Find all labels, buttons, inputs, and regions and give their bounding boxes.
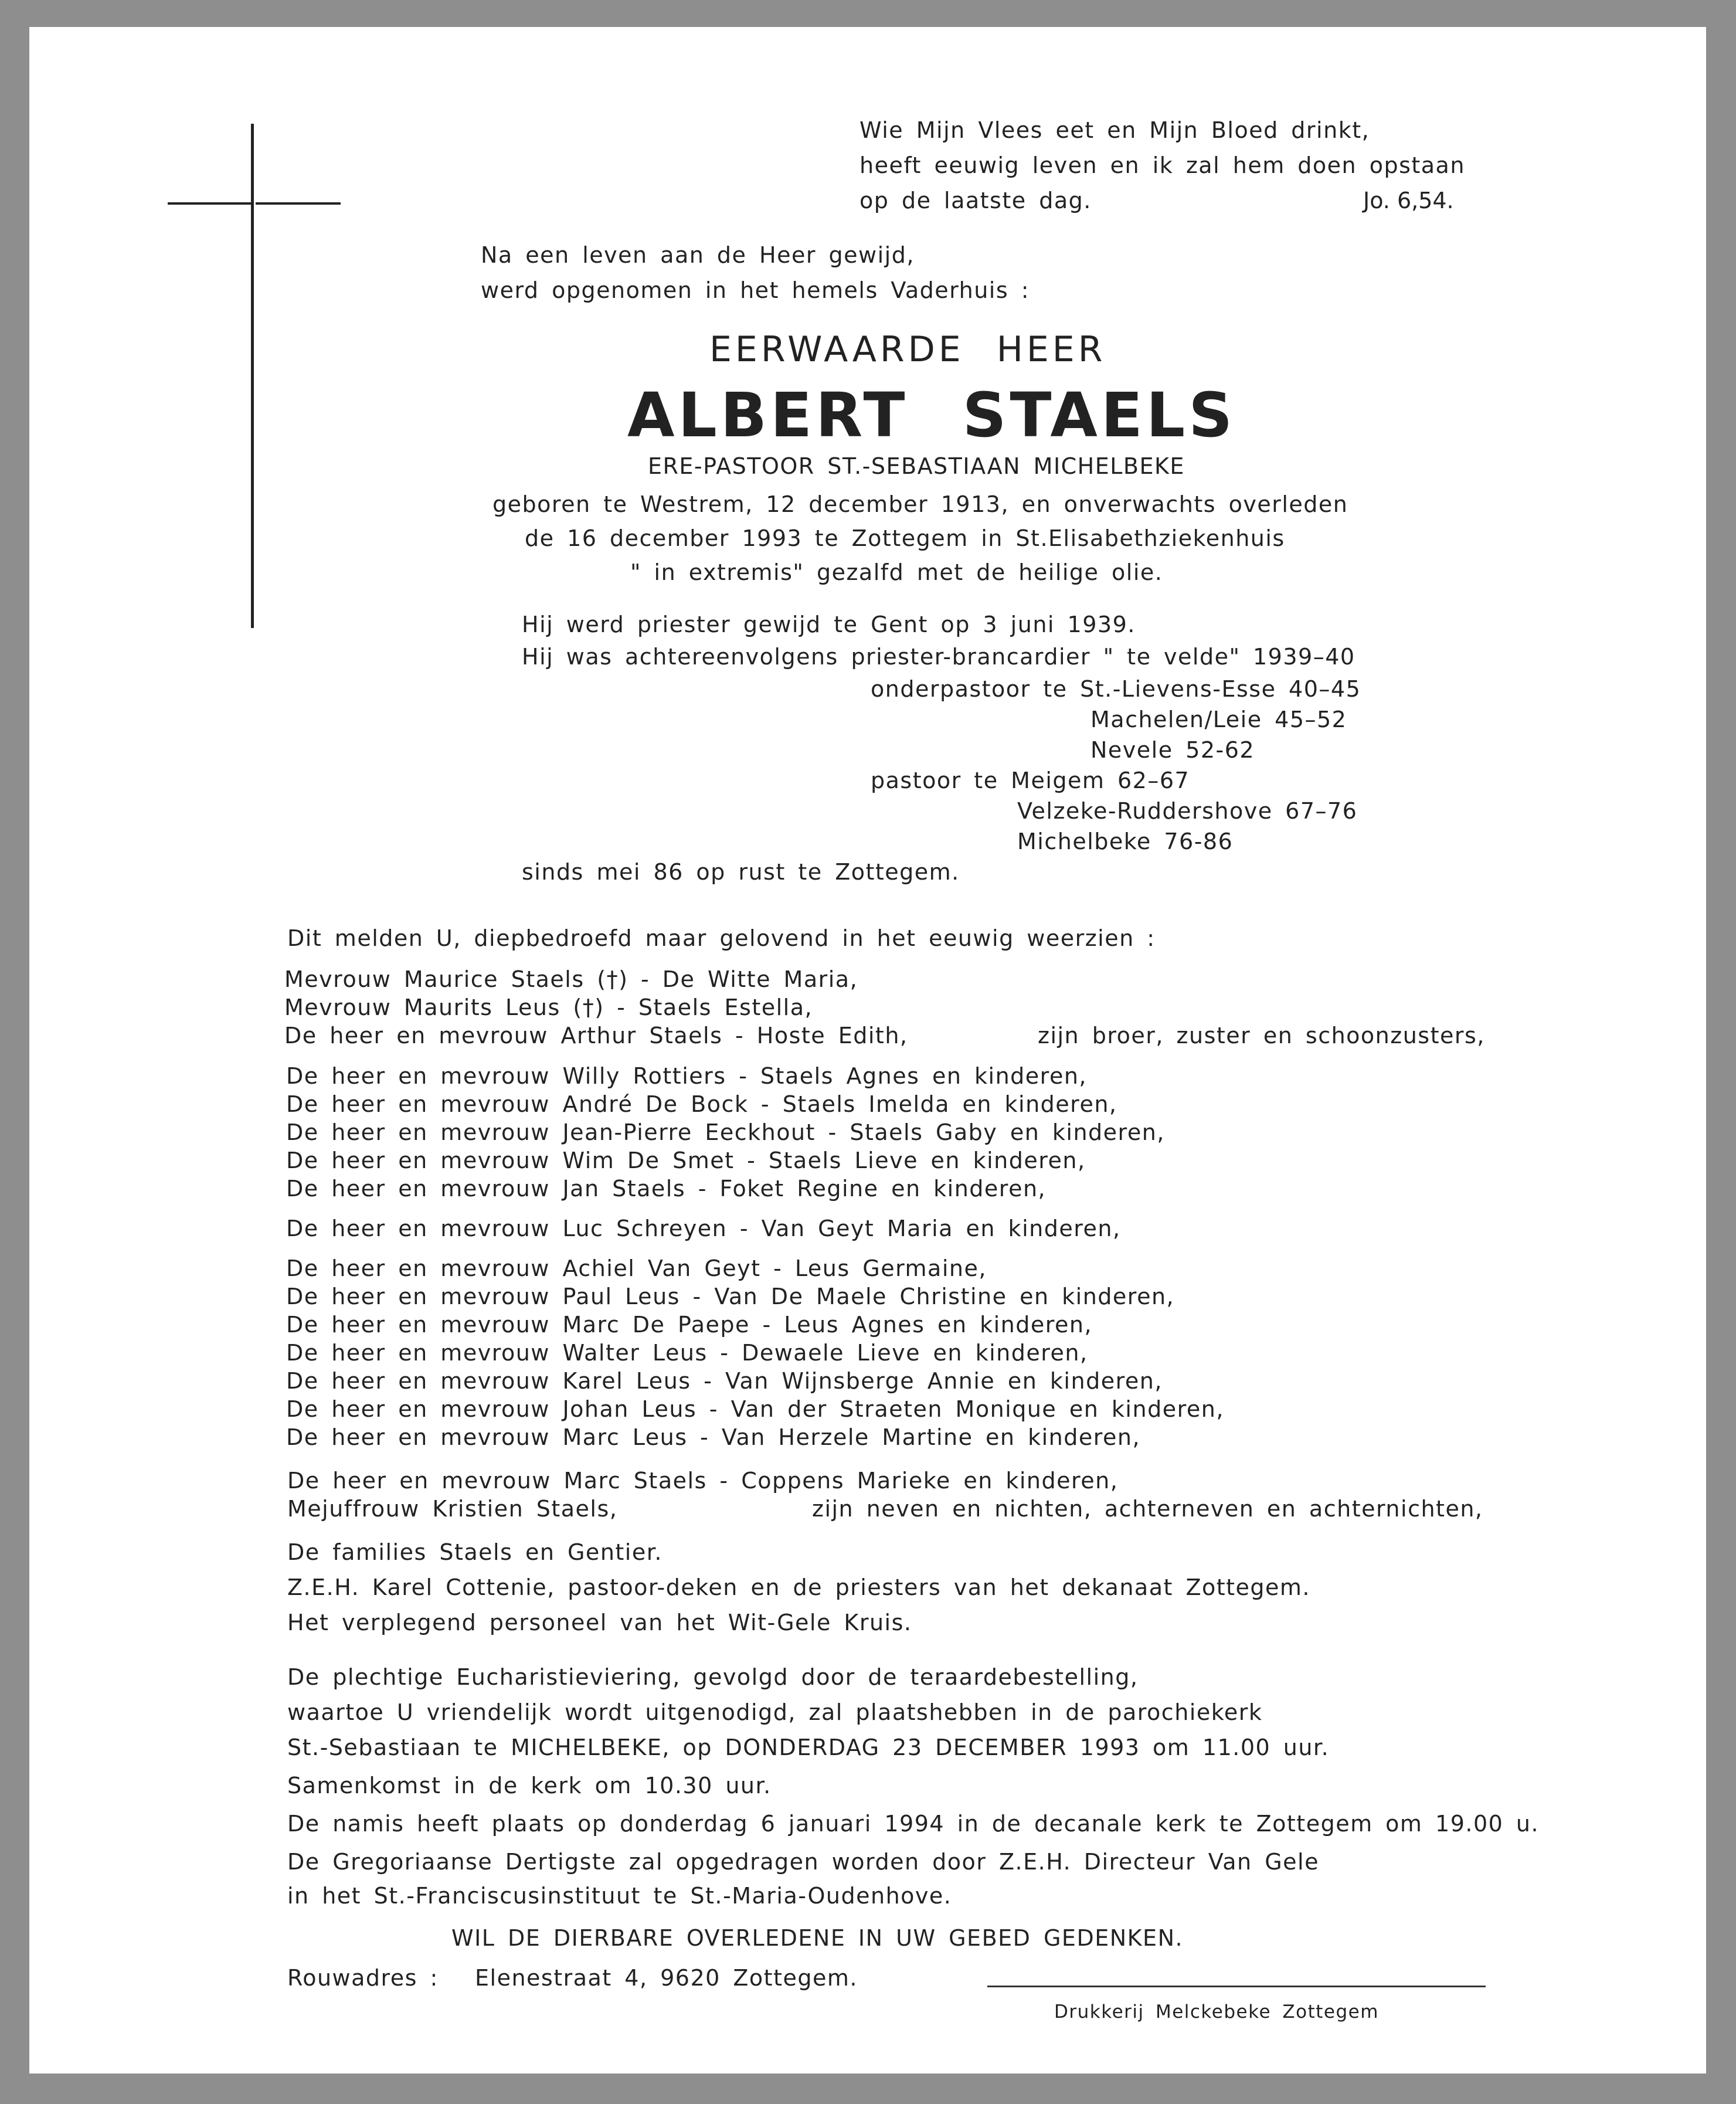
career-sub-3: Nevele 52-62 [1090,737,1255,763]
family-line: De heer en mevrouw Walter Leus - Dewaele Lieve en kinderen, [286,1340,1088,1366]
heading-title: EERWAARDE HEER [709,329,1106,370]
quote-line-3: op de laatste dag. [859,188,1092,213]
family-line: De heer en mevrouw Karel Leus - Van Wijnsberge Annie en kinderen, [286,1368,1163,1394]
bio-line-3: " in extremis" gezalfd met de heilige olie. [630,559,1163,585]
address-value: Elenestraat 4, 9620 Zottegem. [475,1965,858,1991]
quote-line-1: Wie Mijn Vlees eet en Mijn Bloed drinkt, [859,117,1370,143]
families-line: De families Staels en Gentier. [287,1539,663,1565]
family-line: De heer en mevrouw André De Bock - Staels Imelda en kinderen, [286,1091,1117,1117]
quote-reference: Jo. 6,54. [1363,188,1454,213]
address-label: Rouwadres : [287,1965,439,1991]
family-line: De heer en mevrouw Marc De Paepe - Leus Agnes en kinderen, [286,1312,1093,1338]
career-sub-2: Machelen/Leie 45–52 [1090,707,1347,732]
career-pastor-3: Michelbeke 76-86 [1017,829,1234,854]
deceased-role: ERE-PASTOOR ST.-SEBASTIAAN MICHELBEKE [648,453,1185,479]
deceased-name: ALBERT STAELS [627,379,1236,451]
family-relation: zijn neven en nichten, achterneven en achternichten, [812,1496,1483,1522]
printer-credit: Drukkerij Melckebeke Zottegem [1054,2001,1379,2022]
family-line: Mevrouw Maurits Leus (†) - Staels Estella, [284,995,813,1020]
ceremony-gathering: Samenkomst in de kerk om 10.30 uur. [287,1773,772,1798]
announcement: Dit melden U, diepbedroefd maar gelovend in het eeuwig weerzien : [287,925,1156,951]
family-line: De heer en mevrouw Willy Rottiers - Staels Agnes en kinderen, [286,1063,1088,1089]
career-rest: sinds mei 86 op rust te Zottegem. [522,859,960,885]
ceremony-thirty-2: in het St.-Franciscusinstituut te St.-Maria-Oudenhove. [287,1883,952,1909]
ceremony-line-1: De plechtige Eucharistieviering, gevolgd door de teraardebestelling, [287,1664,1139,1690]
dean-line: Z.E.H. Karel Cottenie, pastoor-deken en de priesters van het dekanaat Zottegem. [287,1574,1311,1600]
ceremony-month-mass: De namis heeft plaats op donderdag 6 januari 1994 in de decanale kerk te Zottegem om 19.00 u. [287,1811,1540,1837]
family-line: De heer en mevrouw Marc Leus - Van Herzele Martine en kinderen, [286,1424,1141,1450]
family-line: De heer en mevrouw Paul Leus - Van De Maele Christine en kinderen, [286,1284,1175,1309]
family-line: Mevrouw Maurice Staels (†) - De Witte Maria, [284,966,858,992]
bio-line-2: de 16 december 1993 te Zottegem in St.Elisabethziekenhuis [525,525,1285,551]
career-pastor-2: Velzeke-Ruddershove 67–76 [1017,798,1358,824]
career-ordained: Hij werd priester gewijd te Gent op 3 juni 1939. [522,612,1136,637]
family-line: De heer en mevrouw Luc Schreyen - Van Geyt Maria en kinderen, [286,1216,1121,1241]
career-pastor-1: pastoor te Meigem 62–67 [871,768,1190,793]
prayer-line: WIL DE DIERBARE OVERLEDENE IN UW GEBED GEDENKEN. [451,1925,1184,1951]
cross-icon [251,124,254,628]
ceremony-line-2: waartoe U vriendelijk wordt uitgenodigd, zal plaatshebben in de parochiekerk [287,1699,1263,1725]
bio-line-1: geboren te Westrem, 12 december 1913, en onverwachts overleden [492,491,1348,517]
family-line: Mejuffrouw Kristien Staels, [287,1496,618,1522]
memorial-card [29,27,1706,2074]
family-line: De heer en mevrouw Jean-Pierre Eeckhout - Staels Gaby en kinderen, [286,1119,1165,1145]
ceremony-line-3: St.-Sebastiaan te MICHELBEKE, op DONDERDAG 23 DECEMBER 1993 om 11.00 uur. [287,1735,1330,1760]
ceremony-thirty-1: De Gregoriaanse Dertigste zal opgedragen worden door Z.E.H. Directeur Van Gele [287,1849,1319,1875]
career-successive: Hij was achtereenvolgens priester-brancardier " te velde" 1939–40 [522,644,1355,670]
family-line: De heer en mevrouw Achiel Van Geyt - Leus Germaine, [286,1255,987,1281]
cross-icon-arm-right [256,202,341,205]
family-line: De heer en mevrouw Marc Staels - Coppens Marieke en kinderen, [287,1468,1119,1494]
intro-line-1: Na een leven aan de Heer gewijd, [481,242,915,268]
quote-line-2: heeft eeuwig leven en ik zal hem doen opstaan [859,152,1465,178]
divider [987,1986,1486,1987]
nursing-line: Het verplegend personeel van het Wit-Gele Kruis. [287,1610,912,1635]
family-relation: zijn broer, zuster en schoonzusters, [1038,1023,1485,1048]
family-line: De heer en mevrouw Johan Leus - Van der Straeten Monique en kinderen, [286,1396,1224,1422]
career-sub-1: onderpastoor te St.-Lievens-Esse 40–45 [871,676,1361,702]
intro-line-2: werd opgenomen in het hemels Vaderhuis : [481,277,1030,303]
family-line: De heer en mevrouw Arthur Staels - Hoste Edith, [284,1023,908,1048]
cross-icon-arm-left [168,202,251,205]
family-line: De heer en mevrouw Wim De Smet - Staels Lieve en kinderen, [286,1148,1086,1173]
family-line: De heer en mevrouw Jan Staels - Foket Regine en kinderen, [286,1176,1047,1202]
